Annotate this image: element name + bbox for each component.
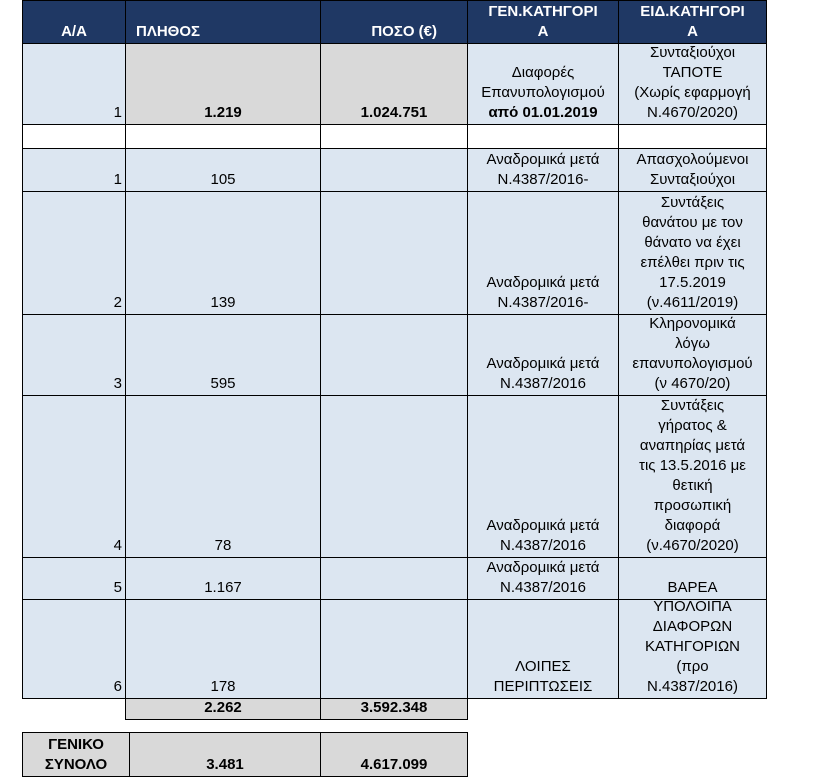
header-aa: Α/Α bbox=[22, 0, 126, 44]
table-row-count: 1.167 bbox=[125, 557, 321, 600]
table-row-amount bbox=[320, 148, 468, 192]
table-row-count: 78 bbox=[125, 395, 321, 558]
spacer-cell bbox=[618, 124, 767, 149]
table-row-gen-category: Αναδρομικά μετά Ν.4387/2016- bbox=[467, 191, 619, 315]
table-row-spec-category: Συντάξεις γήρατος & αναπηρίας μετά τις 13.5.2016 με θετική προσωπική διαφορά (ν.4670/2020) bbox=[618, 395, 767, 558]
table-row-gen-category: Αναδρομικά μετά Ν.4387/2016- bbox=[467, 148, 619, 192]
header-count: ΠΛΗΘΟΣ bbox=[125, 0, 321, 44]
first-block-amount: 1.024.751 bbox=[320, 43, 468, 125]
table-row-gen-category: Αναδρομικά μετά Ν.4387/2016 bbox=[467, 557, 619, 600]
table-row-aa: 2 bbox=[22, 191, 126, 315]
spacer-cell bbox=[125, 124, 321, 149]
table-row-spec-category: Απασχολούμενοι Συνταξιούχοι bbox=[618, 148, 767, 192]
first-block-spec-category: Συνταξιούχοι ΤΑΠΟΤΕ (Χωρίς εφαρμογή Ν.4670/2020) bbox=[618, 43, 767, 125]
first-block-gen-category: Διαφορές Επανυπολογισμού από 01.01.2019 bbox=[467, 43, 619, 125]
table-row-aa: 6 bbox=[22, 599, 126, 699]
table-row-amount bbox=[320, 599, 468, 699]
table-row-count: 595 bbox=[125, 314, 321, 396]
table-row-amount bbox=[320, 191, 468, 315]
table-row-count: 105 bbox=[125, 148, 321, 192]
table-row-gen-category: Αναδρομικά μετά Ν.4387/2016 bbox=[467, 395, 619, 558]
table-row-spec-category: Συντάξεις θανάτου με τον θάνατο να έχει επέλθει πριν τις 17.5.2019 (ν.4611/2019) bbox=[618, 191, 767, 315]
table-row-aa: 1 bbox=[22, 148, 126, 192]
table-row-gen-category: Αναδρομικά μετά Ν.4387/2016 bbox=[467, 314, 619, 396]
first-block-count: 1.219 bbox=[125, 43, 321, 125]
table-row-aa: 3 bbox=[22, 314, 126, 396]
table-row-aa: 4 bbox=[22, 395, 126, 558]
header-spec-category: ΕΙΔ.ΚΑΤΗΓΟΡΙ Α bbox=[618, 0, 767, 44]
subtotal-amount: 3.592.348 bbox=[320, 698, 468, 720]
spacer-cell bbox=[320, 124, 468, 149]
grand-total-count: 3.481 bbox=[129, 732, 321, 777]
header-amount: ΠΟΣΟ (€) bbox=[320, 0, 468, 44]
header-gen-category: ΓΕΝ.ΚΑΤΗΓΟΡΙ Α bbox=[467, 0, 619, 44]
table-row-spec-category: ΒΑΡΕΑ bbox=[618, 557, 767, 600]
table-row-spec-category: ΥΠΟΛΟΙΠΑ ΔΙΑΦΟΡΩΝ ΚΑΤΗΓΟΡΙΩΝ (προ Ν.4387/2016) bbox=[618, 599, 767, 699]
table-row-amount bbox=[320, 557, 468, 600]
grand-total-amount: 4.617.099 bbox=[320, 732, 468, 777]
table-row-amount bbox=[320, 395, 468, 558]
table-row-aa: 5 bbox=[22, 557, 126, 600]
first-block-aa: 1 bbox=[22, 43, 126, 125]
table-row-count: 178 bbox=[125, 599, 321, 699]
table-row-count: 139 bbox=[125, 191, 321, 315]
table-row-amount bbox=[320, 314, 468, 396]
table-row-gen-category: ΛΟΙΠΕΣ ΠΕΡΙΠΤΩΣΕΙΣ bbox=[467, 599, 619, 699]
subtotal-count: 2.262 bbox=[125, 698, 321, 720]
table-row-spec-category: Κληρονομικά λόγω επανυπολογισμού (ν 4670/20) bbox=[618, 314, 767, 396]
grand-total-label: ΓΕΝΙΚΟ ΣΥΝΟΛΟ bbox=[22, 732, 130, 777]
spacer-cell bbox=[22, 124, 126, 149]
